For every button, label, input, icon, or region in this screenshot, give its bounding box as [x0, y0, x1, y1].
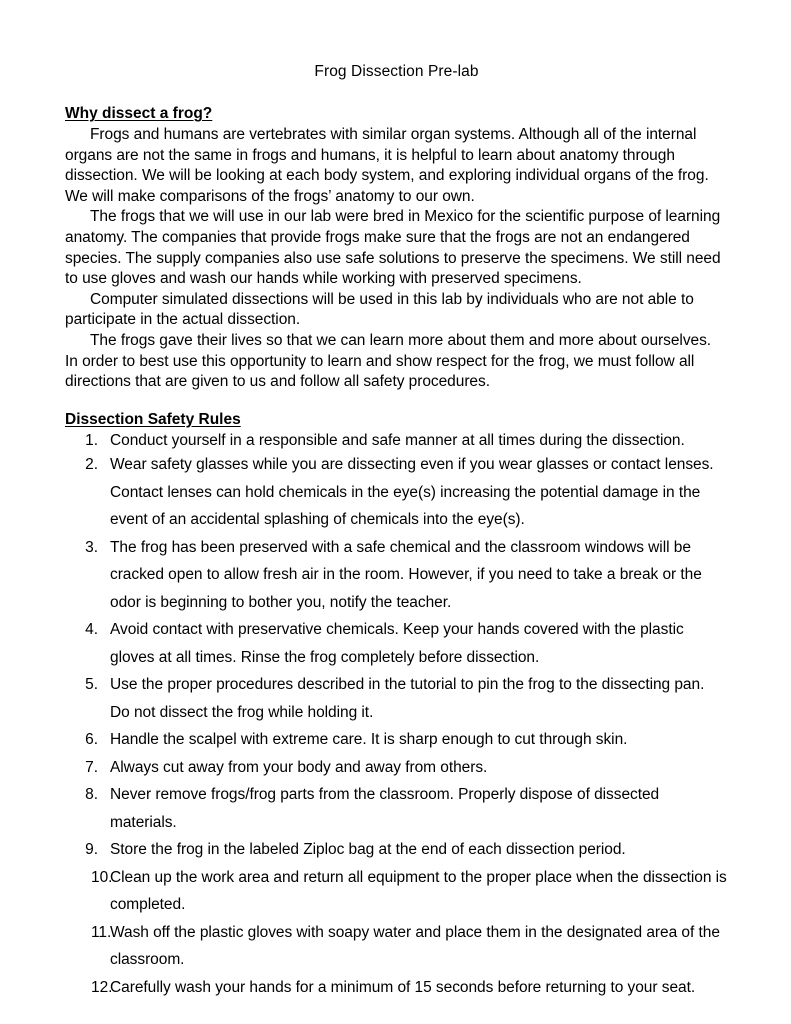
list-item-text: Store the frog in the labeled Ziploc bag at the end of each dissection period. [110, 841, 626, 859]
section-heading-safety-rules-label: Dissection Safety Rules [65, 410, 241, 428]
list-item-number: 10. [91, 868, 113, 886]
list-item [65, 919, 728, 974]
list-item-number: 7. [85, 758, 98, 776]
list-item-text: Always cut away from your body and away from others. [110, 758, 488, 776]
list-item-text: Use the proper procedures described in the tutorial to pin the frog to the dissecting pan. Do not dissect the frog while holding it. [110, 676, 705, 721]
list-item-number: 8. [85, 786, 98, 804]
page-title: Frog Dissection Pre-lab [314, 63, 479, 80]
list-item-number: 12. [91, 978, 113, 996]
list-item-text: Wash off the plastic gloves with soapy water and place them in the designated area of the classroom. [110, 923, 720, 969]
list-item-number: 4. [85, 621, 98, 639]
list-item [65, 616, 728, 671]
list-item [65, 534, 728, 617]
document-content [65, 62, 728, 1001]
list-item [65, 726, 728, 754]
paragraph-1: Frogs and humans are vertebrates with similar organ systems. Although all of the internal organs are not the same in frogs and humans, it is helpful to learn about anatomy through dissection. We will be looking at each body system, and exploring individual organs of the frog. We will make comparisons of the frogs’ anatomy to our own. [65, 126, 709, 205]
list-item-text: Wear safety glasses while you are dissecting even if you wear glasses or contact lenses. Contact lenses can hold chemicals in the eye(s) increasing the potential damage in the event of an accidental splashing of chemicals into the eye(s). [110, 456, 714, 529]
list-item-text: Never remove frogs/frog parts from the classroom. Properly dispose of dissected materials. [110, 786, 660, 831]
list-item [65, 781, 728, 836]
list-item-number: 6. [85, 731, 98, 749]
section-spacer [65, 393, 728, 410]
section-heading-why-dissect [65, 104, 728, 124]
list-item-number: 9. [85, 841, 98, 859]
list-item [65, 864, 728, 919]
list-item [65, 451, 728, 534]
list-item-number: 5. [85, 676, 98, 694]
list-item-number: 3. [85, 538, 98, 556]
list-item-text: The frog has been preserved with a safe chemical and the classroom windows will be cracked open to allow fresh air in the room. However, if you need to take a break or the odor is beginning to bother you, notify the teacher. [110, 538, 702, 611]
paragraph-2: The frogs that we will use in our lab were bred in Mexico for the scientific purpose of learning anatomy. The companies that provide frogs make sure that the frogs are not an endangered species. The supply companies also use safe solutions to preserve the specimens. We still need to use gloves and wash our hands while working with preserved specimens. [65, 208, 721, 288]
list-item-text: Avoid contact with preservative chemicals. Keep your hands covered with the plastic gloves at all times. Rinse the frog completely before dissection. [110, 621, 684, 666]
list-item-number: 11. [91, 923, 112, 941]
paragraph-4: The frogs gave their lives so that we can learn more about them and more about ourselves. In order to best use this opportunity to learn and show respect for the frog, we must follow all directions that are given to us and follow all safety procedures. [65, 331, 712, 391]
list-item [65, 431, 728, 452]
section-heading-safety-rules [65, 410, 728, 430]
intro-paragraphs [65, 125, 728, 393]
list-item-text: Carefully wash your hands for a minimum of 15 seconds before returning to your seat. [110, 978, 696, 996]
list-item-number: 2. [85, 456, 98, 474]
section-heading-why-dissect-label: Why dissect a frog? [65, 105, 213, 122]
list-item-number: 1. [85, 431, 98, 449]
list-item [65, 836, 728, 864]
list-item [65, 974, 728, 1002]
list-item [65, 671, 728, 726]
list-item [65, 754, 728, 782]
list-item-text: Clean up the work area and return all equipment to the proper place when the dissection is completed. [110, 868, 727, 914]
list-item-text: Handle the scalpel with extreme care. It is sharp enough to cut through skin. [110, 731, 628, 749]
safety-rules-list [65, 431, 728, 1002]
paragraph-3: Computer simulated dissections will be used in this lab by individuals who are not able to participate in the actual dissection. [65, 290, 694, 329]
list-item-text: Conduct yourself in a responsible and safe manner at all times during the dissection. [110, 431, 685, 449]
